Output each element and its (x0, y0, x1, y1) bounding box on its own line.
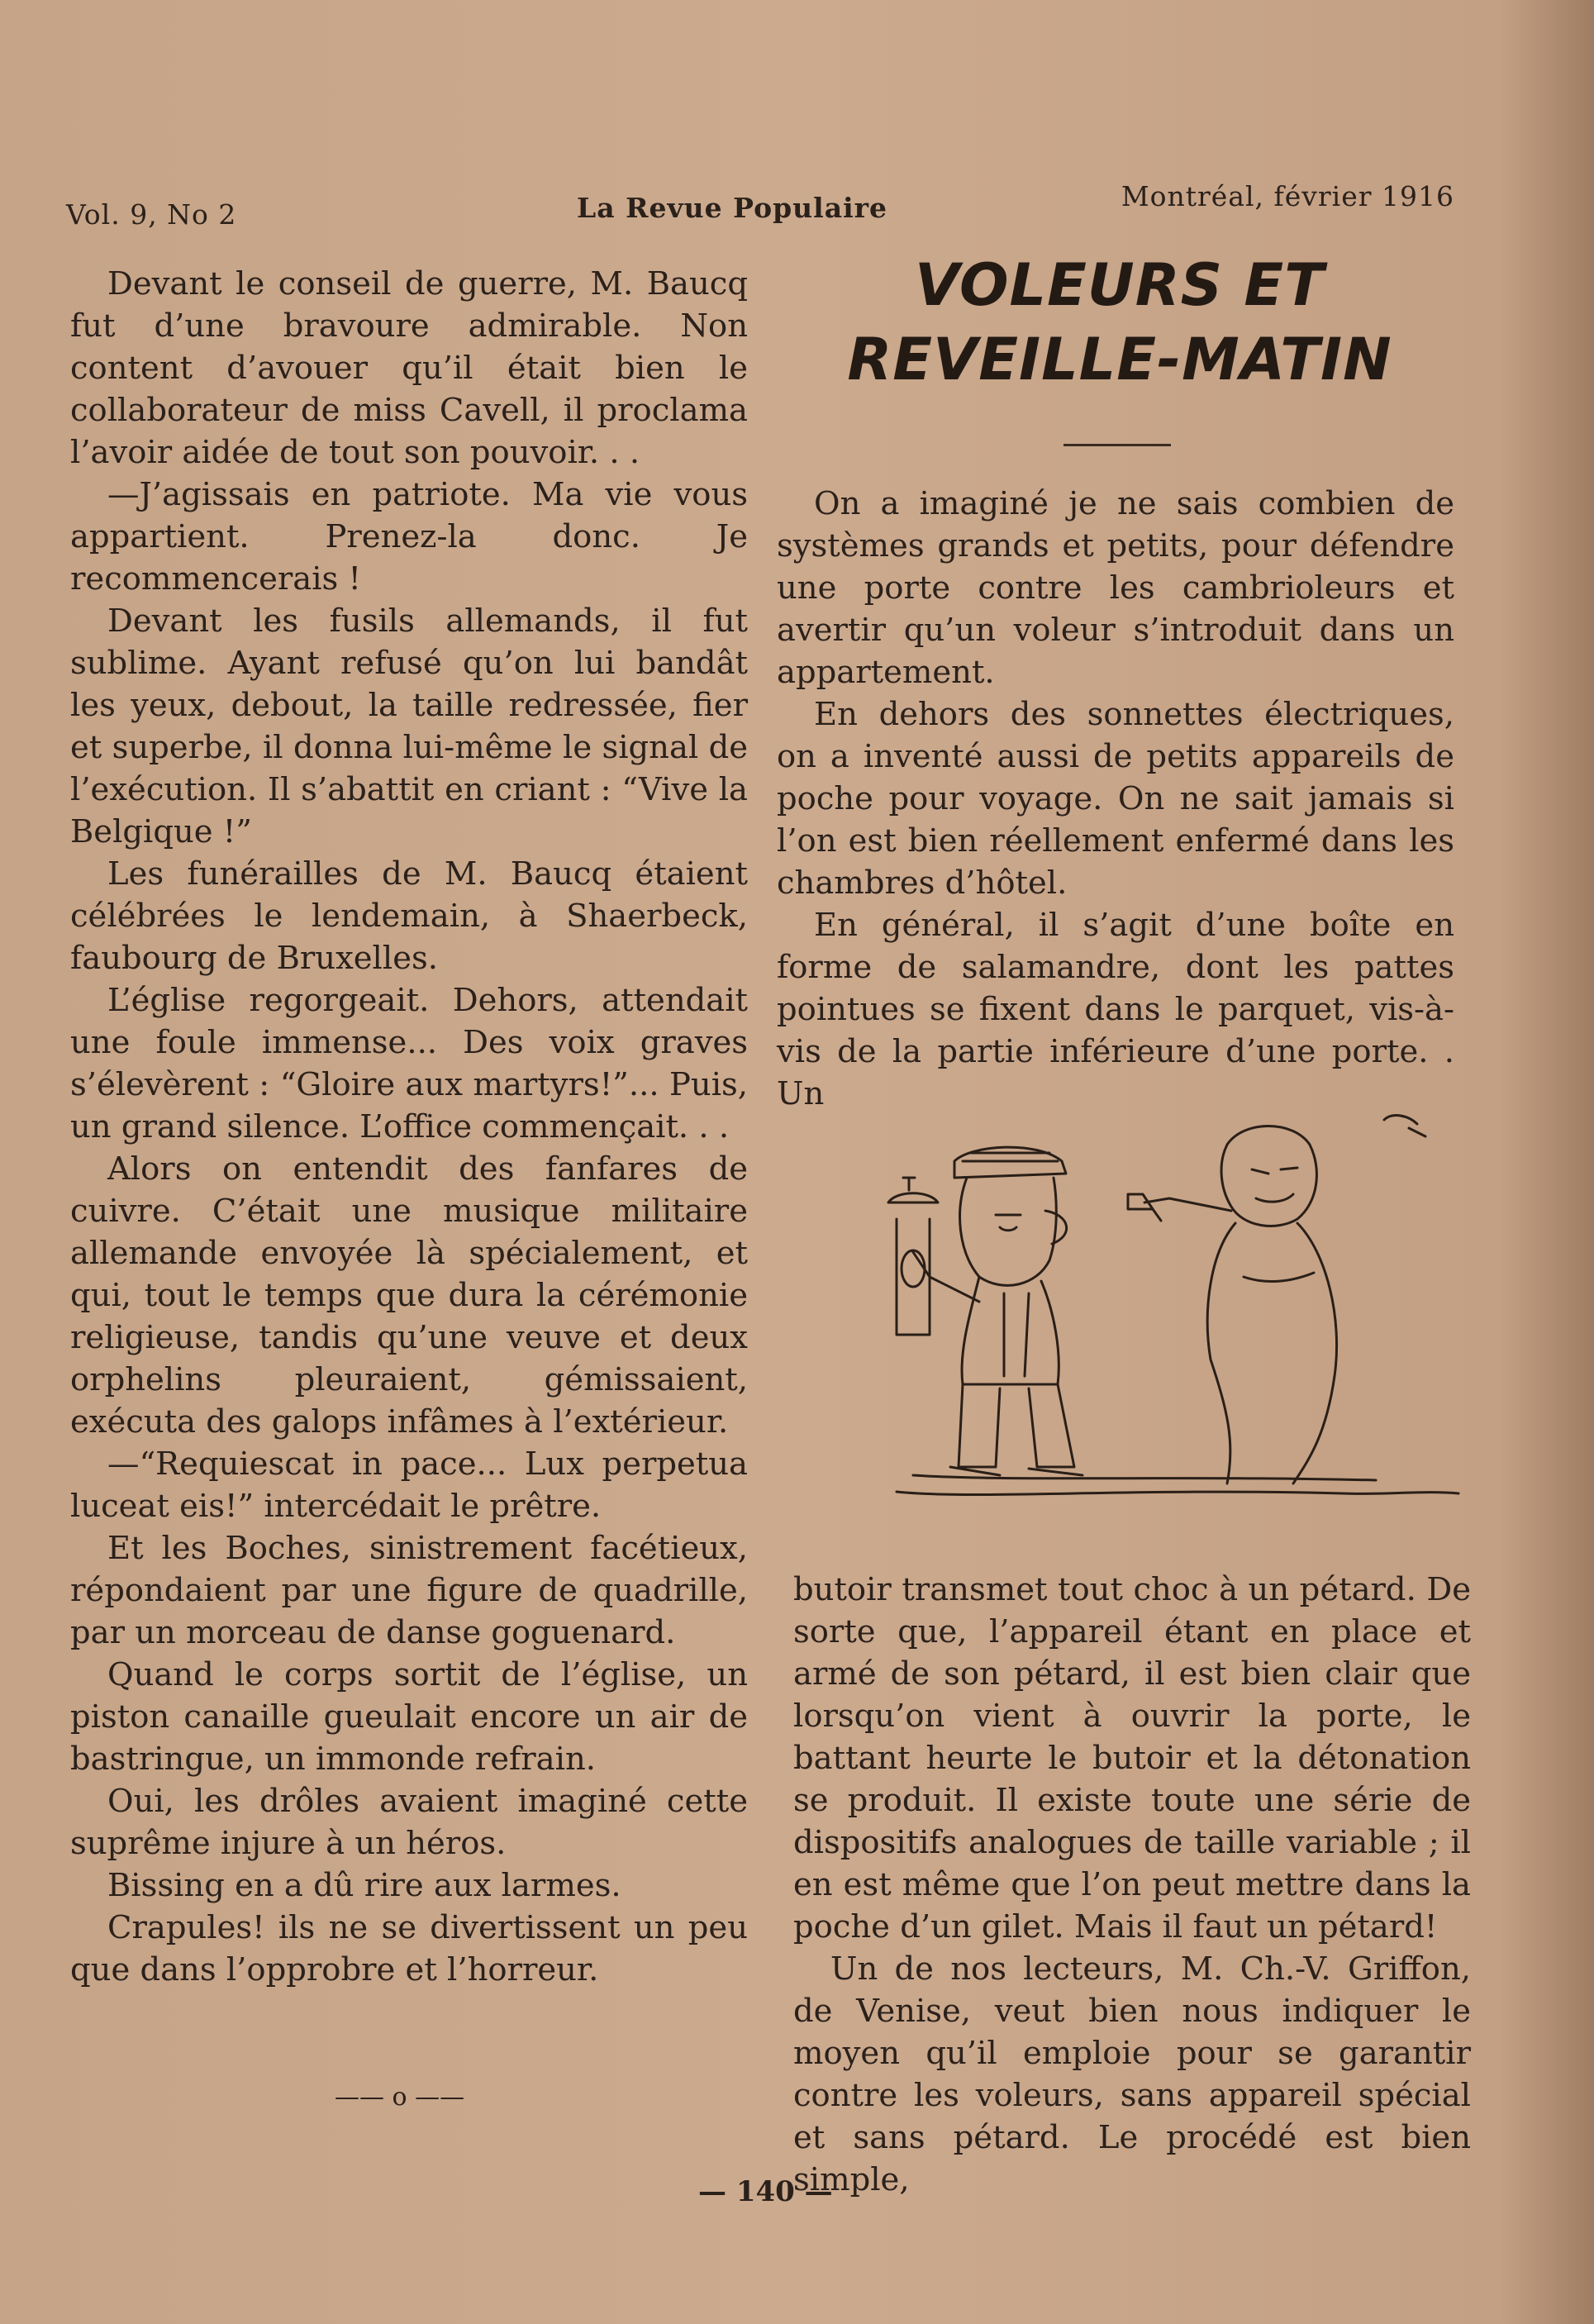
paragraph: L’église regorgeait. Dehors, attendait une foule immense... Des voix graves s’élevèrent : “Gloire aux martyrs!”... Puis, un grand silence. L’office commençait. . . (70, 982, 748, 1145)
issue-date: Montréal, février 1916 (1121, 180, 1454, 212)
paragraph: butoir transmet tout choc à un pétard. De sorte que, l’appareil étant en place et armé de son pétard, il est bien clair que lorsqu’on vient à ouvrir la porte, le battant heurte le butoir et la détonation se produit. Il existe toute une série de dispositifs analogues de taille variable ; il en est même que l’on peut mettre dans la poche d’un gilet. Mais il faut un pétard! (793, 1571, 1471, 1945)
section-separator: —— o —— (335, 2083, 465, 2112)
paragraph: Les funérailles de M. Baucq étaient célébrées le lendemain, à Shaerbeck, faubourg de Bruxelles. (70, 855, 748, 977)
paragraph: En dehors des sonnettes électriques, on a inventé aussi de petits appareils de poche pour voyage. On ne sait jamais si l’on est bien réellement enfermé dans les chambres d’hôtel. (777, 696, 1454, 902)
paragraph: Quand le corps sortit de l’église, un piston canaille gueulait encore un air de bastringue, un immonde refrain. (70, 1656, 748, 1778)
paragraph: —“Requiescat in pace... Lux perpetua luceat eis!” intercédait le prêtre. (70, 1445, 748, 1525)
paragraph: Crapules! ils ne se divertissent un peu que dans l’opprobre et l’horreur. (70, 1909, 748, 1988)
paragraph: Bissing en a dû rire aux larmes. (107, 1867, 621, 1904)
title-divider (1063, 444, 1171, 446)
left-column (70, 263, 748, 1991)
paragraph: Et les Boches, sinistrement facétieux, répondaient par une figure de quadrille, par un morceau de danse goguenard. (70, 1530, 748, 1651)
article-title: VOLEURS ET REVEILLE-MATIN (847, 251, 1392, 393)
paragraph: Alors on entendit des fanfares de cuivre. C’était une musique militaire allemande envoyée là spécialement, et qui, tout le temps que dura la cérémonie religieuse, tandis qu’une veuve et deux orphelins pleuraient, gémissaient, exécuta des galops infâmes à l’extérieur. (70, 1150, 748, 1441)
paragraph: Un de nos lecteurs, M. Ch.-V. Griffon, de Venise, veut bien nous indiquer le moyen qu’il emploie pour se garantir contre les voleurs, sans appareil spécial et sans pétard. Le procédé est bien simple, (793, 1950, 1471, 2198)
paragraph: On a imaginé je ne sais combien de systèmes grands et petits, pour défendre une porte contre les cambrioleurs et avertir qu’un voleur s’introduit dans un appartement. (777, 485, 1454, 691)
volume-number: Vol. 9, No 2 (66, 198, 237, 231)
paragraph: Devant le conseil de guerre, M. Baucq fut d’une bravoure admirable. Non content d’avouer qu’il était bien le collaborateur de miss Cavell, il proclama l’avoir aidée de tout son pouvoir. . . (70, 265, 748, 471)
paragraph: —J’agissais en patriote. Ma vie vous appartient. Prenez-la donc. Je recommencerais ! (70, 476, 748, 598)
article-body-bottom (793, 1569, 1471, 2201)
publication-name: La Revue Populaire (577, 192, 887, 224)
paragraph: Devant les fusils allemands, il fut sublime. Ayant refusé qu’on lui bandât les yeux, debout, la taille redressée, fier et superbe, il donna lui-même le signal de l’exécution. Il s’abattit en criant : “Vive la Belgique !” (70, 602, 748, 850)
paragraph: Oui, les drôles avaient imaginé cette suprême injure à un héros. (70, 1783, 748, 1862)
paragraph: En général, il s’agit d’une boîte en forme de salamandre, dont les pattes pointues se fixent dans le parquet, vis-à-vis de la partie inférieure d’une porte. . Un (777, 907, 1454, 1112)
article-body-top (777, 483, 1454, 1115)
cartoon-illustration (880, 1112, 1475, 1500)
page-header (66, 180, 1454, 230)
page-number: — 140 — (698, 2175, 833, 2208)
